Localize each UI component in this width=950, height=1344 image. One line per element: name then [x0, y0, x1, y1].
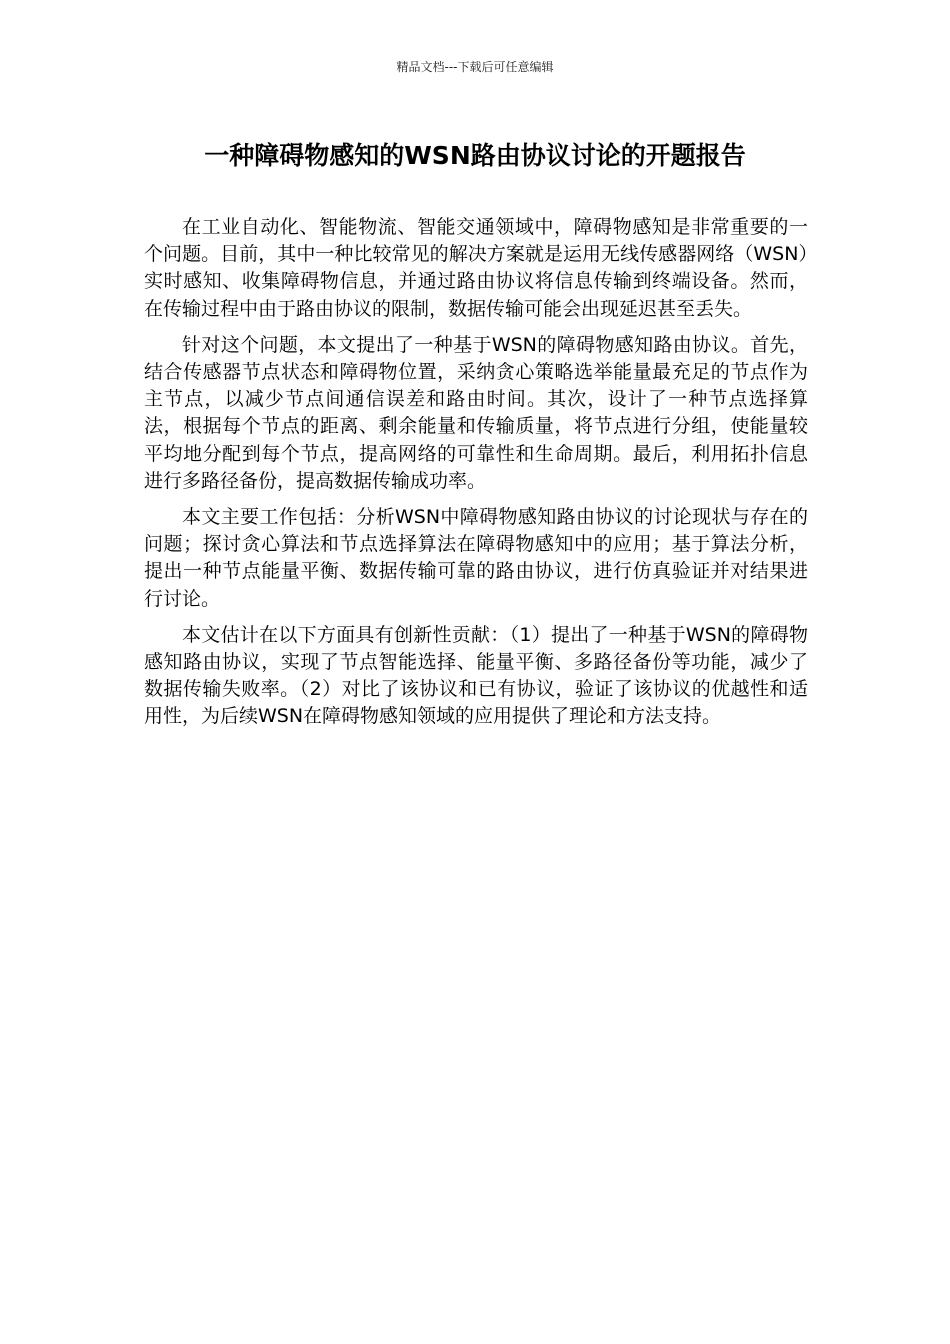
paragraph-1: 在工业自动化、智能物流、智能交通领域中，障碍物感知是非常重要的一个问题。目前，其中一种比较常见的解决方案就是运用无线传感器网络（WSN）实时感知、收集障碍物信息，并通过路由协议将信息传输到终端设备。然而，在传输过程中由于路由协议的限制，数据传输可能会出现延迟甚至丢失。	[144, 216, 808, 320]
paragraph-4: 本文估计在以下方面具有创新性贡献：（1）提出了一种基于WSN的障碍物感知路由协议，实现了节点智能选择、能量平衡、多路径备份等功能，减少了数据传输失败率。（2）对比了该协议和已有协议，验证了该协议的优越性和适用性，为后续WSN在障碍物感知领域的应用提供了理论和方法支持。	[144, 623, 808, 728]
header-note: 精品文档---下载后可任意编辑	[396, 60, 554, 74]
document-title: 一种障碍物感知的WSN路由协议讨论的开题报告	[204, 141, 746, 170]
document-body	[144, 214, 808, 740]
paragraph-2: 针对这个问题，本文提出了一种基于WSN的障碍物感知路由协议。首先，结合传感器节点状态和障碍物位置，采纳贪心策略选举能量最充足的节点作为主节点，以减少节点间通信误差和路由时间。其次，设计了一种节点选择算法，根据每个节点的距离、剩余能量和传输质量，将节点进行分组，使能量较平均地分配到每个节点，提高网络的可靠性和生命周期。最后，利用拓扑信息进行多路径备份，提高数据传输成功率。	[144, 333, 808, 492]
paragraph-3: 本文主要工作包括：分析WSN中障碍物感知路由协议的讨论现状与存在的问题；探讨贪心算法和节点选择算法在障碍物感知中的应用；基于算法分析，提出一种节点能量平衡、数据传输可靠的路由协议，进行仿真验证并对结果进行讨论。	[144, 506, 808, 610]
